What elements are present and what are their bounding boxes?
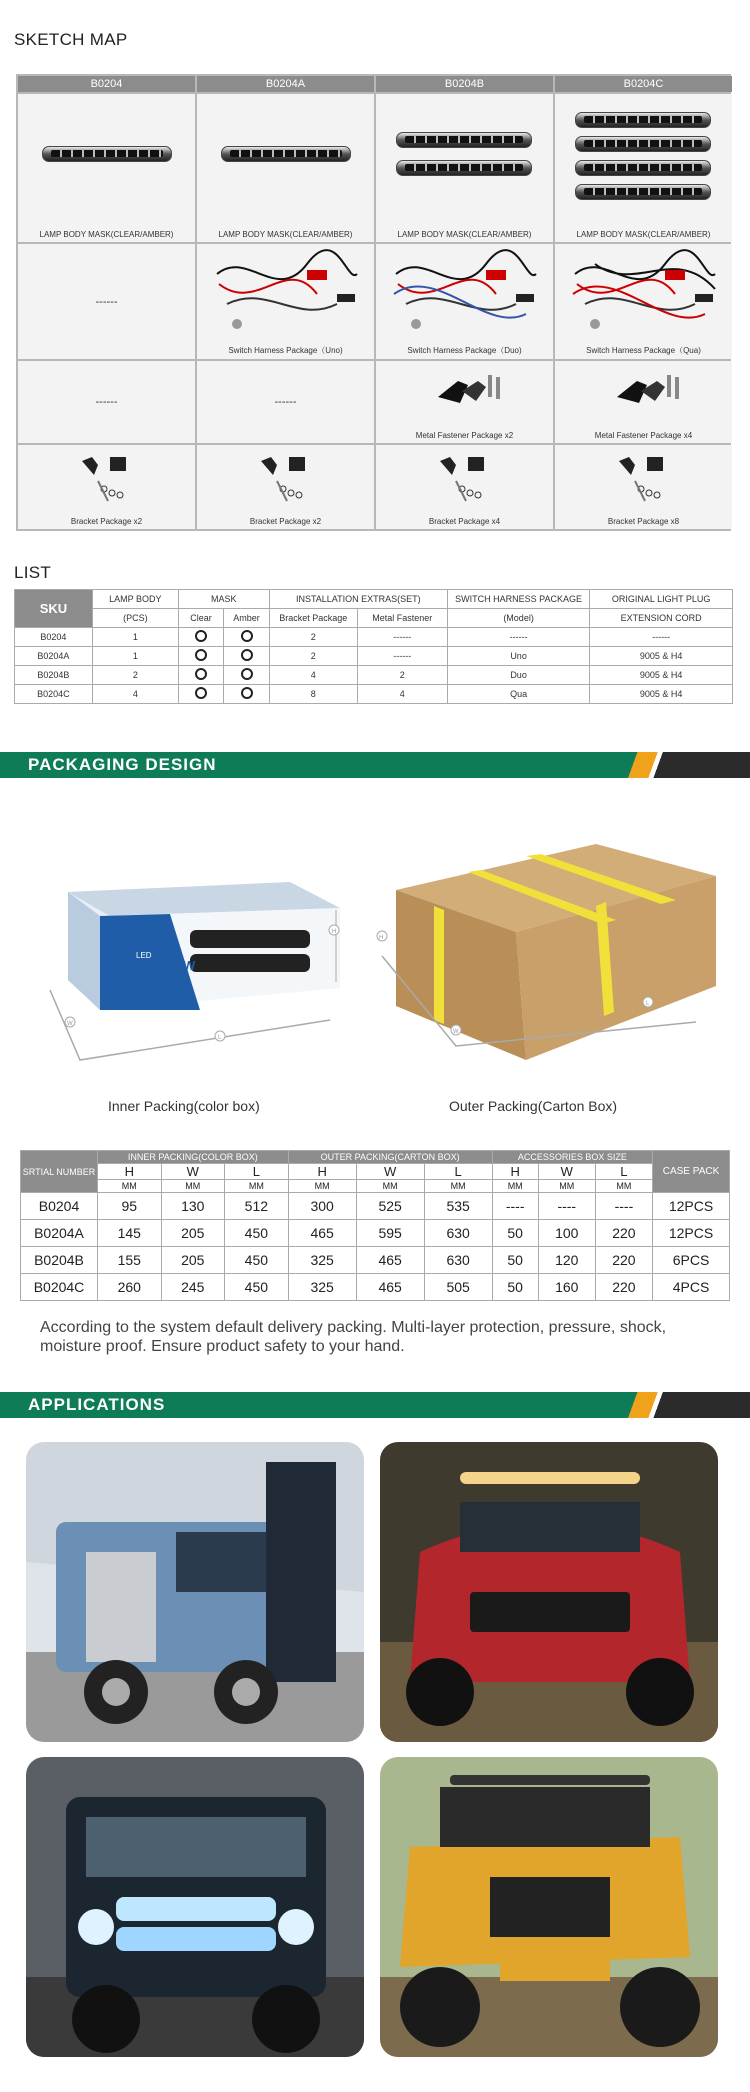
svg-text:L: L [646, 1001, 650, 1007]
fastener-cell [376, 361, 553, 443]
bracket-caption: Bracket Package x4 [428, 517, 501, 526]
plug-sub-header: EXTENSION CORD [590, 609, 733, 628]
lamp-cell [18, 94, 195, 242]
svg-text:W: W [453, 1029, 459, 1035]
mask-header: MASK [178, 590, 269, 609]
lamp-bar-image [396, 160, 532, 176]
table-row: B0204B 2 4 2 Duo 9005 & H4 [15, 666, 733, 685]
fastener-cell-empty [197, 361, 374, 443]
bracket-image [197, 445, 374, 515]
application-photo-raptor [380, 1442, 718, 1742]
lamp-bar-image [396, 132, 532, 148]
application-photo-land-rover [26, 1757, 364, 2057]
application-photo-truck [26, 1442, 364, 1742]
amber-mask-icon [241, 687, 253, 699]
bracket-image [376, 445, 553, 515]
table-row: B0204B 155 205 450 325 465 630 50 120 220 6PCS [21, 1247, 730, 1274]
lamp-bar-image [575, 136, 711, 152]
table-row: B0204 95 130 512 300 525 535 ---- ---- ---- 12PCS [21, 1193, 730, 1220]
svg-text:W: W [67, 1021, 73, 1027]
packing-table: SRTIAL NUMBER INNER PACKING(COLOR BOX) OUTER PACKING(CARTON BOX) ACCESSORIES BOX SIZE CASE PACK H W L H W L H W L MM MM MM MM MM MM MM MM MM B0204 95 130 512 300 525 535 ---- ---- ---- 12PCS B0204A 145 205 450 465 595 630 50 100 220 12PCS B0204B 155 205 450 325 465 630 50 120 220 6PCS B0204C 260 245 450 325 465 505 50 160 220 4PCS [20, 1150, 730, 1301]
packaging-banner-title: PACKAGING DESIGN [28, 755, 217, 774]
harness-caption: Switch Harness Package（Uno) [228, 346, 343, 355]
amber-header: Amber [224, 609, 270, 628]
clear-mask-icon [195, 687, 207, 699]
harness-sub-header: (Model) [447, 609, 590, 628]
sketch-map-grid [16, 74, 731, 531]
svg-text:H: H [379, 935, 384, 941]
mask-label: MASK(CLEAR/AMBER) [267, 230, 353, 239]
case-pack-header: CASE PACK [653, 1151, 730, 1193]
bracket-image [18, 445, 195, 515]
bracket-cell [555, 445, 732, 529]
column-header: B0204C [555, 76, 732, 92]
lamp-body-label: LAMP BODY [397, 230, 444, 239]
lamp-cell [376, 94, 553, 242]
dash-text: ------ [274, 396, 297, 408]
svg-text:L: L [218, 1035, 222, 1041]
clear-mask-icon [195, 668, 207, 680]
inner-packing-caption: Inner Packing(color box) [108, 1098, 260, 1114]
outer-packing-caption: Outer Packing(Carton Box) [449, 1098, 618, 1114]
clear-header: Clear [178, 609, 224, 628]
fastener-cell-empty [18, 361, 195, 443]
harness-cell-empty [18, 244, 195, 359]
table-row: B0204C 260 245 450 325 465 505 50 160 220 4PCS [21, 1274, 730, 1301]
inner-header: INNER PACKING(COLOR BOX) [98, 1151, 289, 1164]
fastener-caption: Metal Fastener Package x4 [594, 431, 693, 440]
mask-label: MASK(CLEAR/AMBER) [88, 230, 174, 239]
inner-box-image [40, 870, 350, 1070]
lamp-cell [555, 94, 732, 242]
box-logo: LED [136, 951, 152, 960]
svg-text:H: H [332, 929, 337, 935]
lamp-body-label: LAMP BODY [576, 230, 623, 239]
column-header: B0204 [18, 76, 195, 92]
column-header: B0204A [197, 76, 374, 92]
lamp-bar-image [575, 112, 711, 128]
bracket-caption: Bracket Package x8 [607, 517, 680, 526]
lamp-bar-image [221, 146, 351, 162]
bracket-cell [18, 445, 195, 529]
lamp-bar-image [575, 184, 711, 200]
lamp-body-label: LAMP BODY [39, 230, 86, 239]
applications-banner-title: APPLICATIONS [28, 1395, 166, 1414]
box-brand: DUO 80W [136, 958, 196, 973]
harness-image [555, 244, 732, 342]
application-photo-jeep [380, 1757, 718, 2057]
outer-carton-image [376, 836, 726, 1076]
dash-text: ------ [95, 396, 118, 408]
plug-header: ORIGINAL LIGHT PLUG [590, 590, 733, 609]
fastener-caption: Metal Fastener Package x2 [415, 431, 514, 440]
amber-mask-icon [241, 668, 253, 680]
harness-cell [376, 244, 553, 359]
fastener-cell [555, 361, 732, 443]
lamp-body-label: LAMP BODY [218, 230, 265, 239]
lamp-bar-image [42, 146, 172, 162]
bracket-cell [376, 445, 553, 529]
clear-mask-icon [195, 630, 207, 642]
mask-label: MASK(CLEAR/AMBER) [446, 230, 532, 239]
fastener-image [555, 361, 732, 423]
lamp-bar-image [575, 160, 711, 176]
applications-banner [0, 1392, 750, 1418]
table-row: B0204A 1 2 ------ Uno 9005 & H4 [15, 647, 733, 666]
install-header: INSTALLATION EXTRAS(SET) [269, 590, 447, 609]
fastener-header: Metal Fastener [357, 609, 447, 628]
lamp-body-header: LAMP BODY [92, 590, 178, 609]
harness-cell [197, 244, 374, 359]
lamp-body-unit: (PCS) [92, 609, 178, 628]
mask-label: MASK(CLEAR/AMBER) [625, 230, 711, 239]
fastener-image [376, 361, 553, 423]
harness-image [197, 244, 374, 342]
list-table [14, 589, 733, 704]
table-row: B0204C 4 8 4 Qua 9005 & H4 [15, 685, 733, 704]
bracket-cell [197, 445, 374, 529]
column-header: B0204B [376, 76, 553, 92]
sku-header: SKU [15, 590, 93, 628]
amber-mask-icon [241, 630, 253, 642]
table-row: B0204A 145 205 450 465 595 630 50 100 220 12PCS [21, 1220, 730, 1247]
accessories-header: ACCESSORIES BOX SIZE [492, 1151, 652, 1164]
banner-accent [590, 1392, 750, 1418]
dash-text: ------ [95, 295, 118, 308]
harness-caption: Switch Harness Package（Duo) [407, 346, 522, 355]
serial-header: SRTIAL NUMBER [21, 1151, 98, 1193]
packing-note: According to the system default delivery packing. Multi-layer protection, pressure, shock, moisture proof. Ensure product safety to your hand. [40, 1319, 667, 1355]
banner-accent [590, 752, 750, 778]
clear-mask-icon [195, 649, 207, 661]
amber-mask-icon [241, 649, 253, 661]
lamp-cell [197, 94, 374, 242]
harness-cell [555, 244, 732, 359]
bracket-image [555, 445, 732, 515]
bracket-caption: Bracket Package x2 [249, 517, 322, 526]
bracket-caption: Bracket Package x2 [70, 517, 143, 526]
sketch-map-title: SKETCH MAP [14, 30, 128, 49]
harness-caption: Switch Harness Package（Qua) [586, 346, 701, 355]
harness-header: SWITCH HARNESS PACKAGE [447, 590, 590, 609]
table-row: B0204 1 2 ------ ------ ------ [15, 628, 733, 647]
harness-image [376, 244, 553, 342]
list-title: LIST [14, 563, 52, 582]
packaging-banner [0, 752, 750, 778]
bracket-header: Bracket Package [269, 609, 357, 628]
outer-header: OUTER PACKING(CARTON BOX) [288, 1151, 492, 1164]
